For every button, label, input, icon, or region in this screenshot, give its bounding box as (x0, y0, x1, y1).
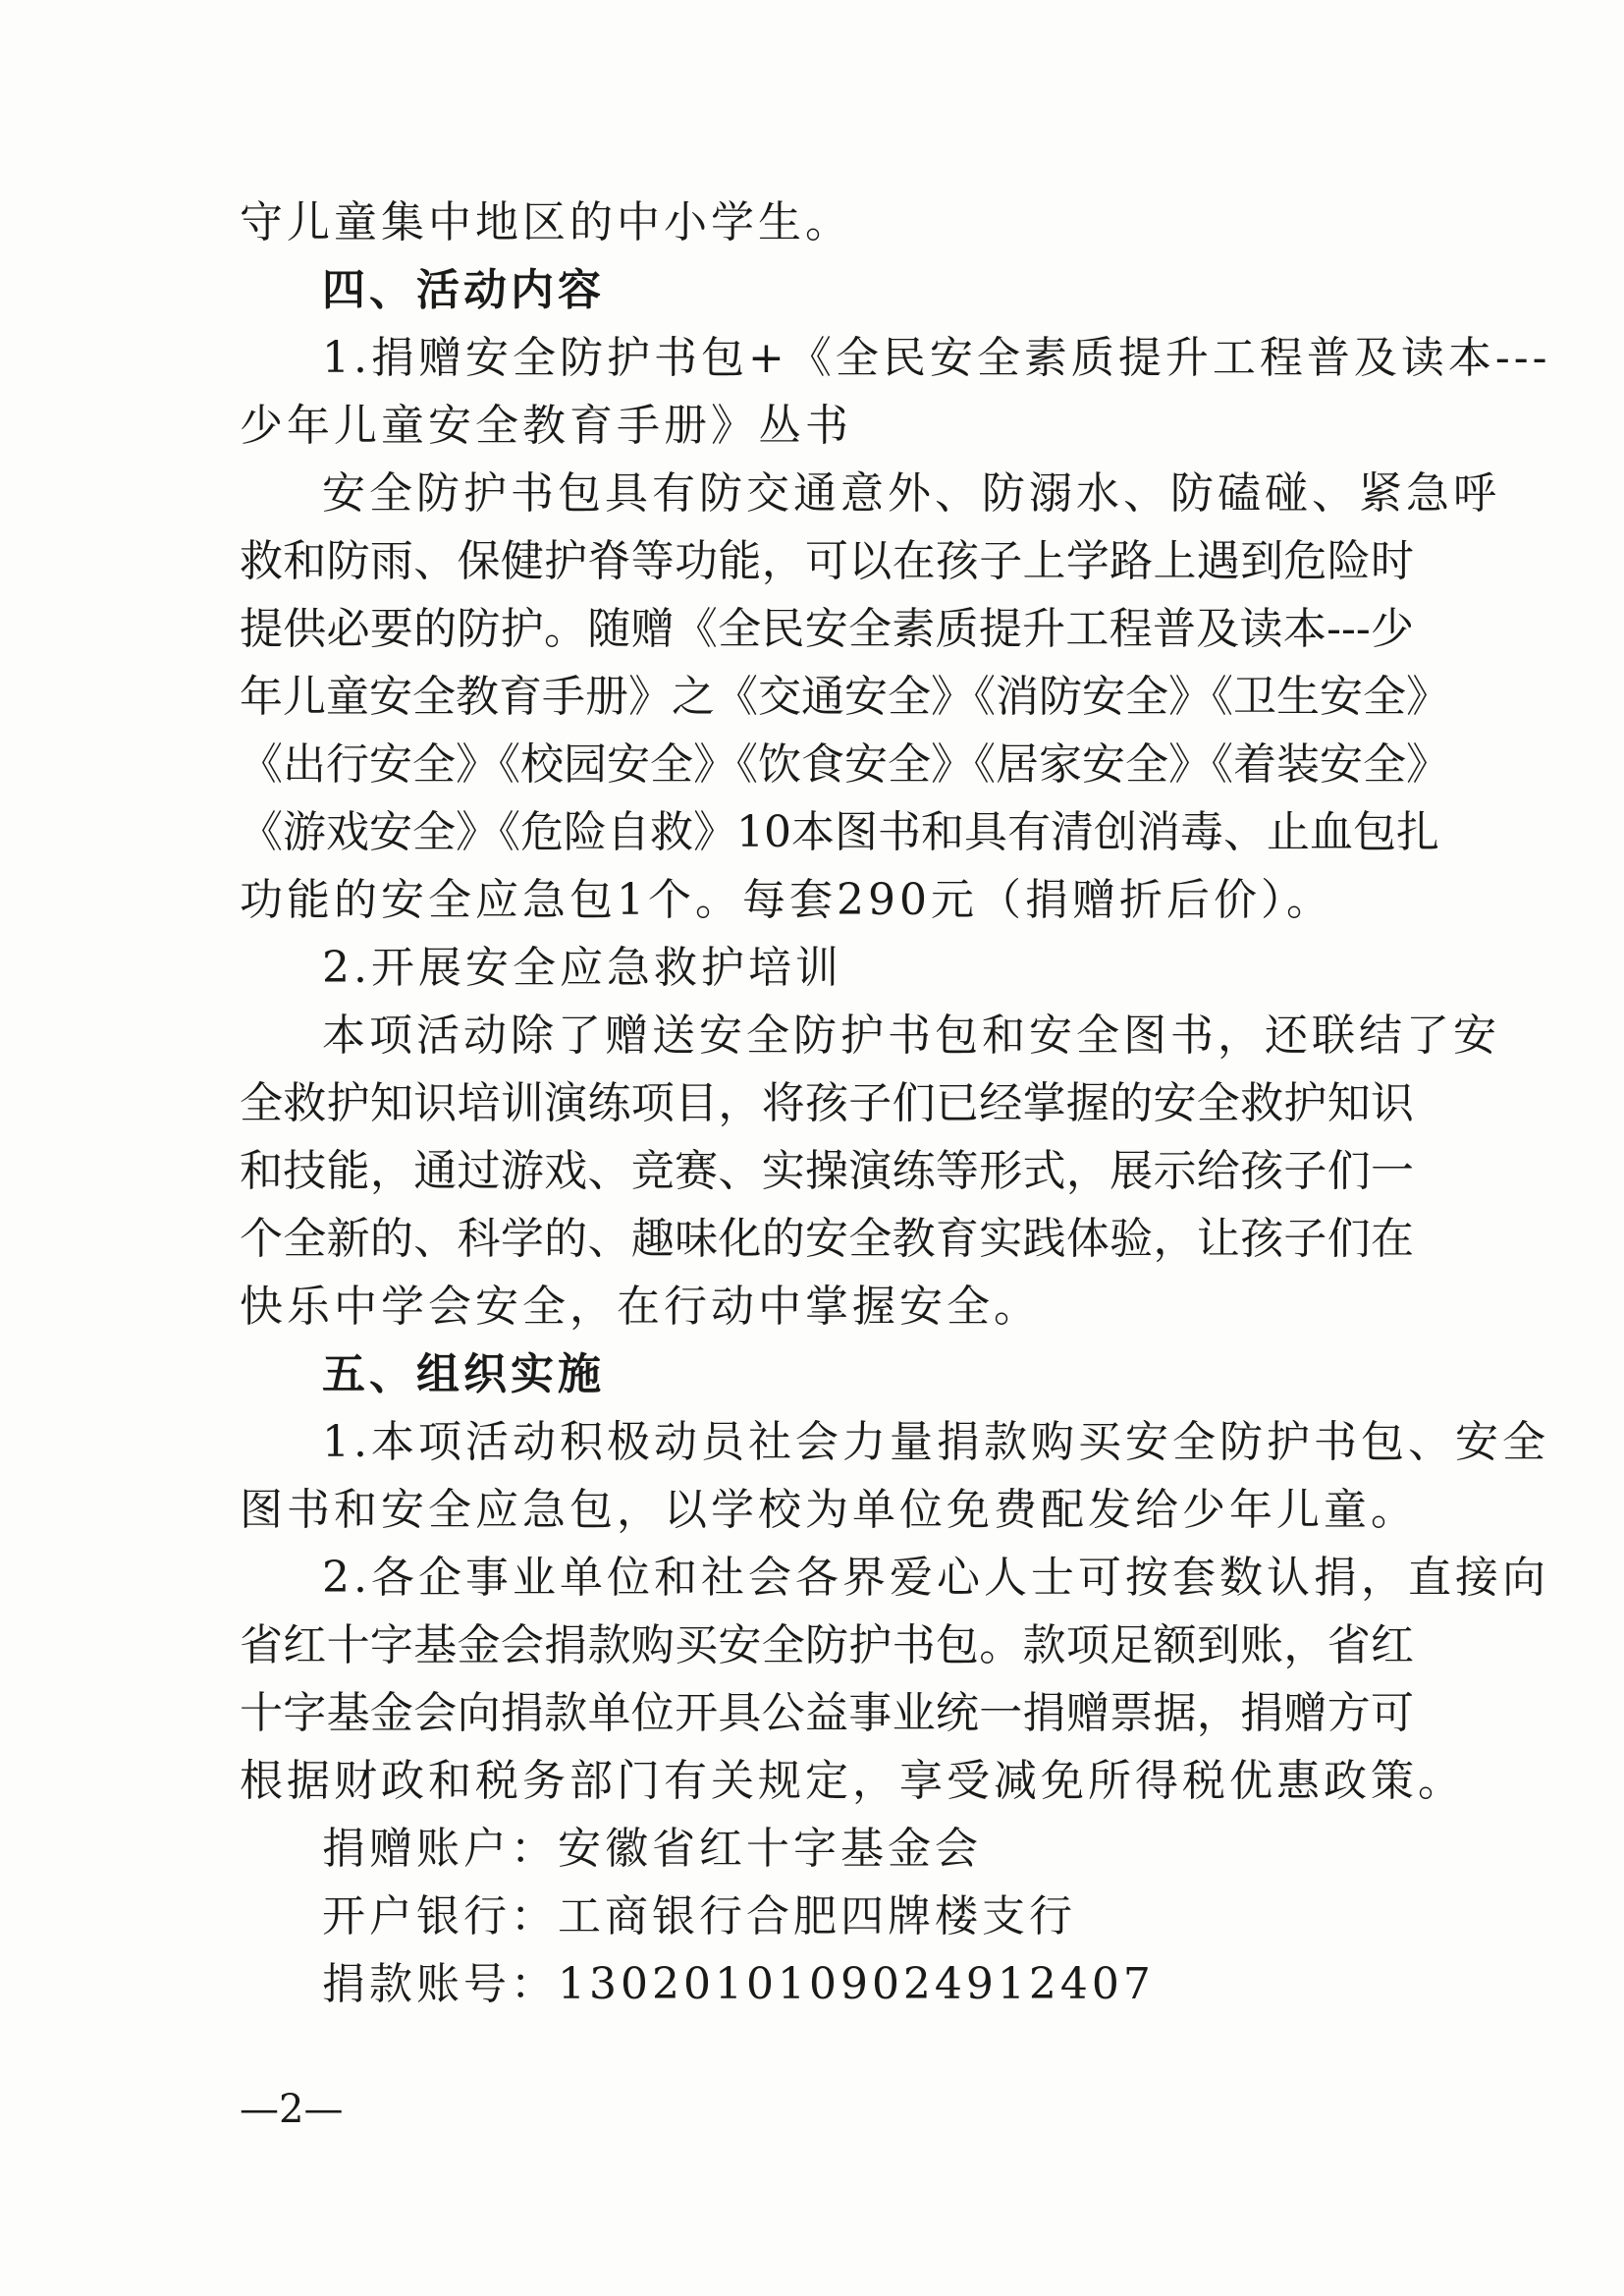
text-line: 功能的安全应急包1个。每套290元（捐赠折后价）。 (240, 875, 1333, 925)
text-line: 少年儿童安全教育手册》丛书 (240, 401, 852, 451)
text-line: 全救护知识培训演练项目，将孩子们已经掌握的安全救护知识 (240, 1078, 1414, 1128)
text-line: 捐款账号：1302010109024912407 (322, 1959, 1155, 2009)
text-line: 守儿童集中地区的中小学生。 (240, 197, 852, 247)
text-line: 捐赠账户：安徽省红十字基金会 (322, 1824, 982, 1874)
text-line: 安全防护书包具有防交通意外、防溺水、防磕碰、紧急呼 (322, 468, 1500, 519)
text-line: 十字基金会向捐款单位开具公益事业统一捐赠票据，捐赠方可 (240, 1688, 1414, 1738)
text-line: 1.捐赠安全防护书包+《全民安全素质提升工程普及读本--- (322, 333, 1551, 383)
text-line: 省红十字基金会捐款购买安全防护书包。款项足额到账，省红 (240, 1620, 1414, 1670)
text-line: 救和防雨、保健护脊等功能，可以在孩子上学路上遇到危险时 (240, 536, 1414, 586)
text-line: 2.开展安全应急救护培训 (322, 943, 842, 993)
text-line: 根据财政和税务部门有关规定，享受减免所得税优惠政策。 (240, 1756, 1465, 1806)
text-line: 年儿童安全教育手册》之《交通安全》《消防安全》《卫生安全》 (240, 672, 1449, 722)
section-heading: 五、组织实施 (322, 1349, 605, 1399)
text-line: 1.本项活动积极动员社会力量捐款购买安全防护书包、安全 (322, 1417, 1549, 1467)
text-line: 开户银行：工商银行合肥四牌楼支行 (322, 1891, 1076, 1941)
text-line: 提供必要的防护。随赠《全民安全素质提升工程普及读本---少 (240, 604, 1414, 654)
text-line: 2.各企事业单位和社会各界爱心人士可按套数认捐，直接向 (322, 1553, 1549, 1603)
text-line: 快乐中学会安全，在行动中掌握安全。 (240, 1282, 1041, 1332)
text-line: 《游戏安全》《危险自救》10本图书和具有清创消毒、止血包扎 (240, 807, 1439, 857)
text-line: 和技能，通过游戏、竞赛、实操演练等形式，展示给孩子们一 (240, 1146, 1414, 1196)
section-heading: 四、活动内容 (322, 265, 605, 315)
document-body (240, 189, 1551, 2018)
text-line: 《出行安全》《校园安全》《饮食安全》《居家安全》《着装安全》 (240, 739, 1449, 790)
text-line: 本项活动除了赠送安全防护书包和安全图书，还联结了安 (322, 1011, 1500, 1061)
text-line: 个全新的、科学的、趣味化的安全教育实践体验，让孩子们在 (240, 1214, 1414, 1264)
text-line: 图书和安全应急包，以学校为单位免费配发给少年儿童。 (240, 1485, 1418, 1535)
page-number: —2— (240, 2087, 344, 2132)
